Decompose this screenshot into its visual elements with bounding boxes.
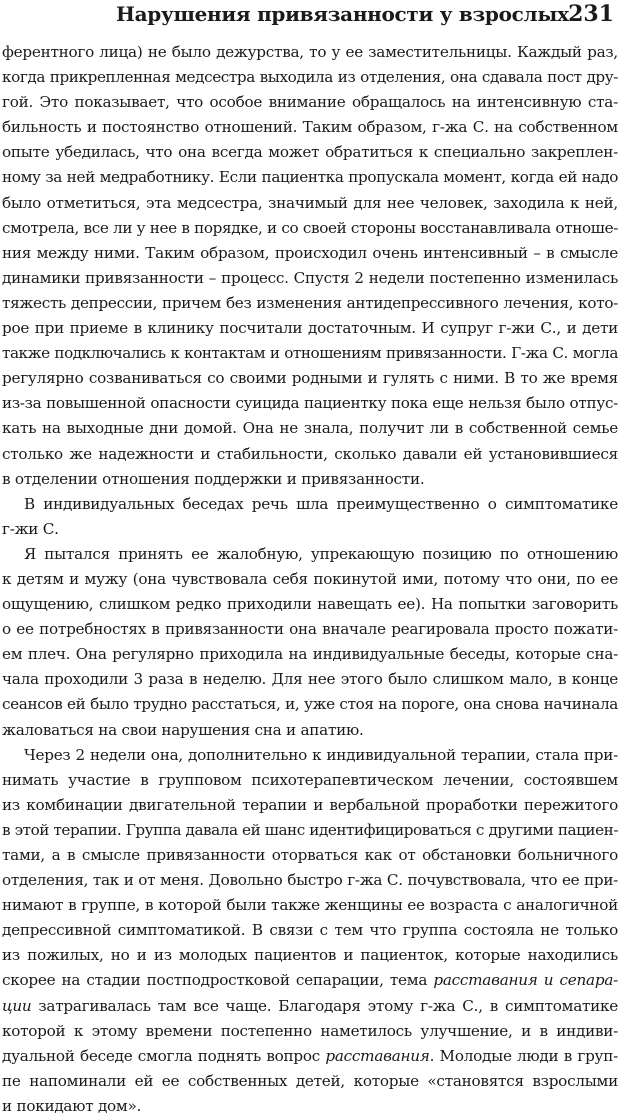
text-line: из комбинации двигательной терапии и вербальной проработки пережитого xyxy=(2,795,618,814)
text-line: опыте убедилась, что она всегда может обратиться к специально закреплен- xyxy=(2,143,618,162)
text-line: рое при приеме в клинику посчитали достаточным. И супруг г-жи С., и дети xyxy=(2,319,618,338)
text-line: ному за ней медработнику. Если пациентка пропускала момент, когда ей надо xyxy=(2,168,618,187)
italic-run: расставания и сепара- xyxy=(433,971,619,990)
text-line: смотрела, все ли у нее в порядке, и со своей стороны восстанавливала отноше- xyxy=(2,218,618,237)
page-number: 231 xyxy=(568,1,614,27)
text-run: скорее на стадии постподростковой сепарации, тема xyxy=(2,971,428,990)
text-line: жаловаться на свои нарушения сна и апатию. xyxy=(2,720,364,739)
text-line: тами, а в смысле привязанности оторваться как от обстановки больничного xyxy=(2,846,618,864)
text-line: пе напоминали ей ее собственных детей, которые «становятся взрослыми xyxy=(2,1071,618,1090)
text-line: динамики привязанности – процесс. Спустя 2 недели постепенно изменилась xyxy=(2,268,618,287)
text-line: столько же надежности и стабильности, сколько давали ей установившиеся xyxy=(2,444,618,463)
text-line: в этой терапии. Группа давала ей шанс идентифицироваться с другими пациен- xyxy=(2,820,618,839)
text-line xyxy=(2,968,618,993)
text-line: было отметиться, эта медсестра, значимый для нее человек, заходила к ней, xyxy=(2,193,618,212)
text-line: которой к этому времени постепенно наметилось улучшение, и в индиви- xyxy=(2,1021,618,1040)
text-line: тяжесть депрессии, причем без изменения антидепрессивного лечения, кото- xyxy=(2,293,618,312)
text-line: к детям и мужу (она чувствовала себя покинутой ими, потому что они, по ее xyxy=(2,569,618,588)
text-line: ния между ними. Таким образом, происходил очень интенсивный – в смысле xyxy=(2,243,618,262)
running-title: Нарушения привязанности у взрослых xyxy=(116,2,569,26)
text-line: чала проходили 3 раза в неделю. Для нее этого было слишком мало, в конце xyxy=(2,670,618,689)
italic-run: ции xyxy=(2,996,32,1015)
text-line: Я пытался принять ее жалобную, упрекающую позицию по отношению xyxy=(24,544,618,563)
text-line: гой. Это показывает, что особое внимание обращалось на интенсивную ста- xyxy=(2,93,618,112)
text-run: дуальной беседе смогла поднять вопрос xyxy=(2,1046,321,1065)
text-line: сеансов ей было трудно расстаться, и, уже стоя на пороге, она снова начинала xyxy=(2,695,618,714)
text-line: бильность и постоянство отношений. Таким образом, г-жа С. на собственном xyxy=(2,118,618,137)
page-header xyxy=(0,0,620,36)
text-line: ем плеч. Она регулярно приходила на индивидуальные беседы, которые сна- xyxy=(2,645,618,664)
text-line: депрессивной симптоматикой. В связи с тем что группа состояла не только xyxy=(2,921,618,940)
text-line: отделения, так и от меня. Довольно быстро г-жа С. почувствовала, что ее при- xyxy=(2,871,618,890)
text-line: из пожилых, но и из молодых пациентов и пациенток, которые находились xyxy=(2,946,618,965)
text-line: из-за повышенной опасности суицида пациентку пока еще нельзя было отпус- xyxy=(2,394,618,413)
text-line: и покидают дом». xyxy=(2,1096,142,1115)
text-run: . Молодые люди в груп- xyxy=(429,1046,618,1065)
body-text xyxy=(2,40,618,1119)
text-line: Через 2 недели она, дополнительно к индивидуальной терапии, стала при- xyxy=(24,745,618,764)
italic-run: расставания xyxy=(325,1046,430,1065)
text-line: когда прикрепленная медсестра выходила из отделения, она сдавала пост дру- xyxy=(2,68,618,87)
text-line: также подключались к контактам и отношениям привязанности. Г-жа С. могла xyxy=(2,344,618,363)
text-line xyxy=(2,994,618,1019)
text-line: ощущению, слишком редко приходили навещать ее). На попытки заговорить xyxy=(2,595,618,614)
text-line: кать на выходные дни домой. Она не знала, получит ли в собственной семье xyxy=(2,419,618,438)
text-line: нимать участие в групповом психотерапевтическом лечении, состоявшем xyxy=(2,770,618,789)
text-line: г-жи С. xyxy=(2,519,59,538)
text-line: В индивидуальных беседах речь шла преимущественно о симптоматике xyxy=(24,494,618,513)
text-line: ферентного лица) не было дежурства, то у ее заместительницы. Каждый раз, xyxy=(2,43,618,61)
text-line: в отделении отношения поддержки и привязанности. xyxy=(2,469,425,488)
text-line: о ее потребностях в привязанности она вначале реагировала просто пожати- xyxy=(2,620,618,639)
text-run: затрагивалась там все чаще. Благодаря этому г-жа С., в симптоматике xyxy=(38,996,618,1015)
text-line: регулярно созваниваться со своими родными и гулять с ними. В то же время xyxy=(2,369,618,388)
text-line: нимают в группе, в которой были также женщины ее возраста с аналогичной xyxy=(2,896,618,915)
text-line xyxy=(2,1044,618,1069)
